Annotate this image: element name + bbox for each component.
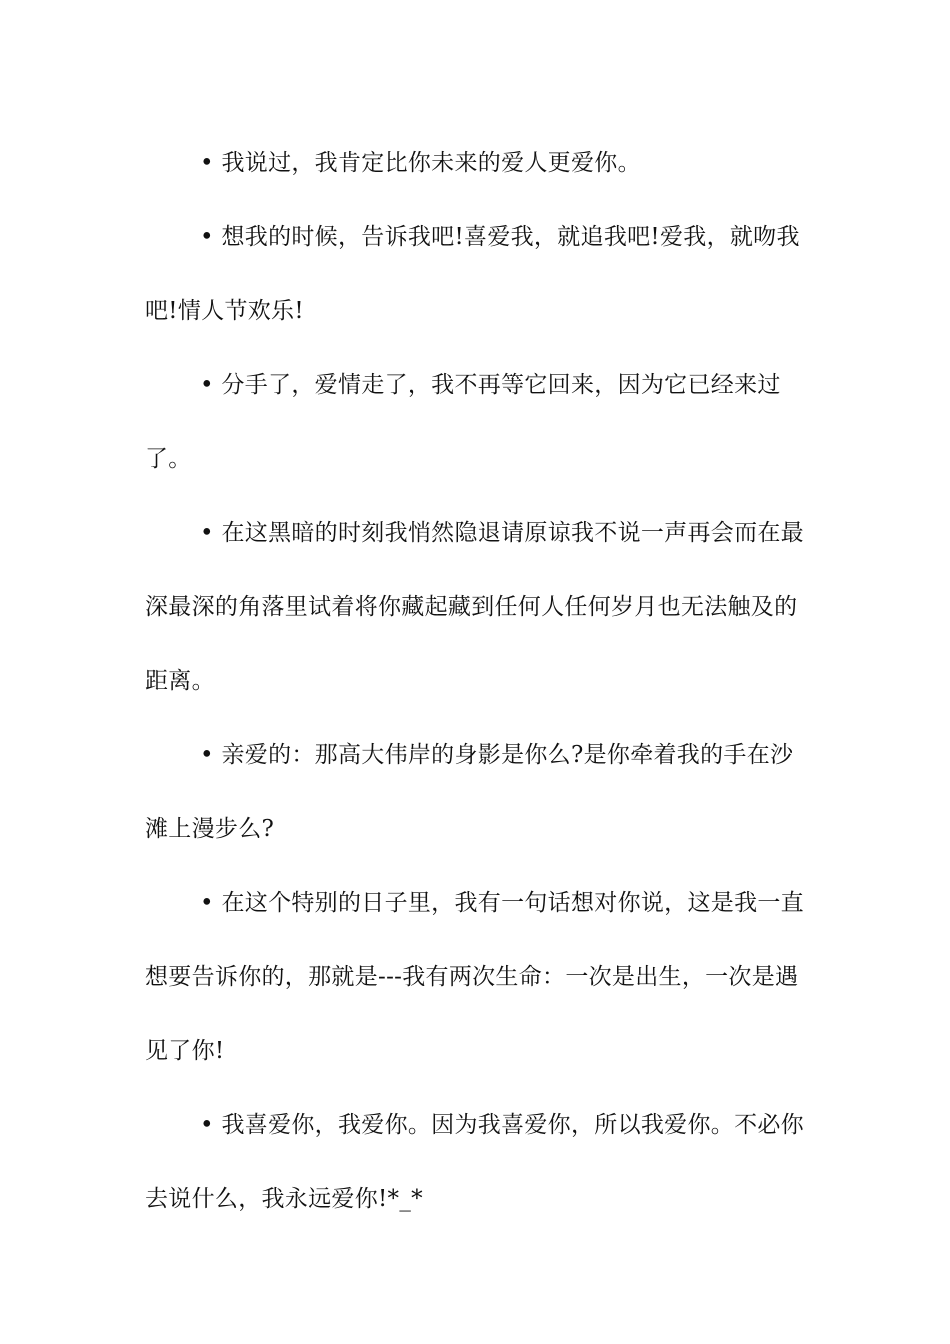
paragraph-2: • 想我的时候，告诉我吧!喜爱我，就追我吧!爱我，就吻我吧!情人节欢乐! bbox=[145, 224, 800, 324]
paragraph-4: • 在这黑暗的时刻我悄然隐退请原谅我不说一声再会而在最深最深的角落里试着将你藏起藏到任何人任何岁月也无法触及的距离。 bbox=[145, 520, 804, 694]
paragraph-7: • 我喜爱你，我爱你。因为我喜爱你，所以我爱你。不必你去说什么，我永远爱你!*_* bbox=[145, 1112, 804, 1212]
document-body bbox=[145, 126, 807, 1236]
paragraph-6: • 在这个特别的日子里，我有一句话想对你说，这是我一直想要告诉你的，那就是---我有两次生命：一次是出生，一次是遇见了你! bbox=[145, 890, 804, 1064]
paragraph-3: • 分手了，爱情走了，我不再等它回来，因为它已经来过了。 bbox=[145, 372, 781, 472]
paragraph-1: • 我说过，我肯定比你未来的爱人更爱你。 bbox=[200, 150, 641, 176]
paragraph-5: • 亲爱的：那高大伟岸的身影是你么?是你牵着我的手在沙滩上漫步么? bbox=[145, 742, 794, 842]
